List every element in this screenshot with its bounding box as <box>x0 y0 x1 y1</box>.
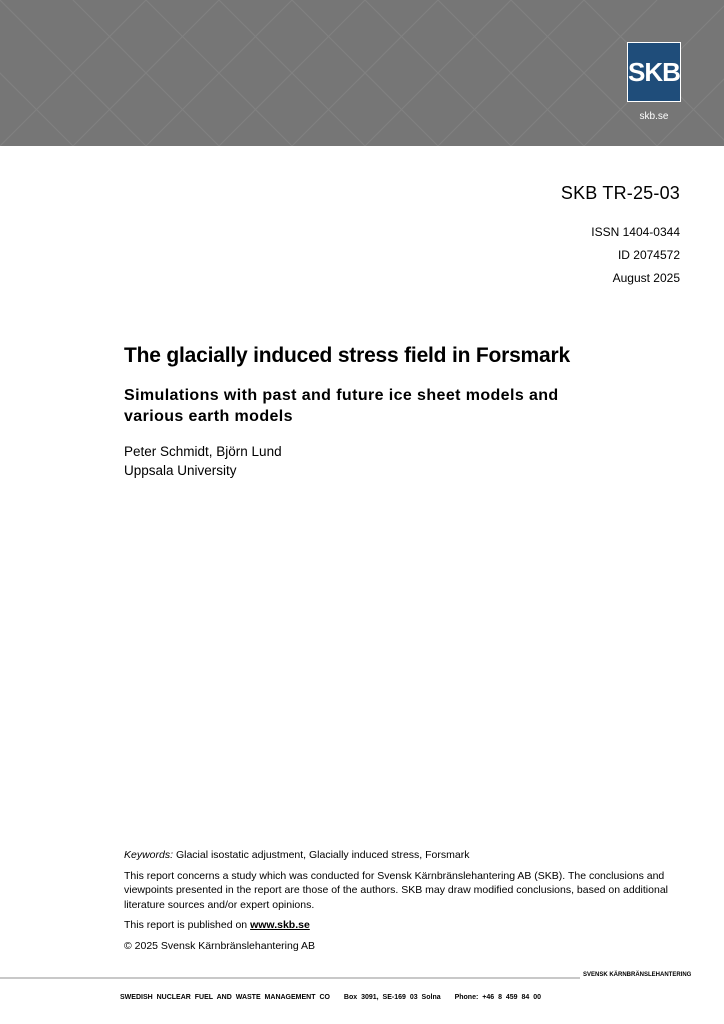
report-meta <box>591 221 680 290</box>
skb-logo-text: SKB <box>628 57 680 87</box>
published-line <box>124 918 674 933</box>
report-date: August 2025 <box>612 271 680 285</box>
keywords-label: Keywords: <box>124 849 174 861</box>
footer-phone: Phone: +46 8 459 84 00 <box>454 994 542 1001</box>
copyright: © 2025 Svensk Kärnbränslehantering AB <box>124 939 316 952</box>
disclaimer: This report concerns a study which was conducted for Svensk Kärnbränslehantering AB (SKB). The conclusions and viewpoints presented in the report are those of the authors. SKB may draw modified conclusions, based on additional literature sources and/or expert opinions. <box>124 869 668 911</box>
document-subtitle: Simulations with past and future ice sheet models and various earth models <box>124 387 559 425</box>
keywords-line <box>124 848 674 863</box>
footer-postal: Box 3091, SE-169 03 Solna <box>343 994 441 1001</box>
footer-brand: SVENSK KÄRNBRÄNSLEHANTERING <box>583 972 692 978</box>
authors-block <box>124 442 282 480</box>
report-notes <box>124 848 674 959</box>
authors: Peter Schmidt, Björn Lund <box>124 444 282 459</box>
issn: ISSN 1404-0344 <box>591 225 680 239</box>
footer-address <box>120 994 551 1001</box>
published-prefix: This report is published on <box>124 919 248 931</box>
footer-company: SWEDISH NUCLEAR FUEL AND WASTE MANAGEMENT CO <box>120 994 330 1001</box>
website-label[interactable]: skb.se <box>639 111 669 122</box>
document-title: The glacially induced stress field in Forsmark <box>124 344 570 367</box>
header-banner <box>0 0 724 146</box>
skb-logo[interactable] <box>627 42 681 102</box>
footer-divider <box>0 977 580 979</box>
affiliation: Uppsala University <box>124 463 237 478</box>
banner-pattern <box>0 0 724 146</box>
report-number: SKB TR-25-03 <box>560 183 680 203</box>
skb-link[interactable]: www.skb.se <box>250 919 310 931</box>
report-id: ID 2074572 <box>617 248 680 262</box>
keywords: Glacial isostatic adjustment, Glacially induced stress, Forsmark <box>175 849 470 861</box>
